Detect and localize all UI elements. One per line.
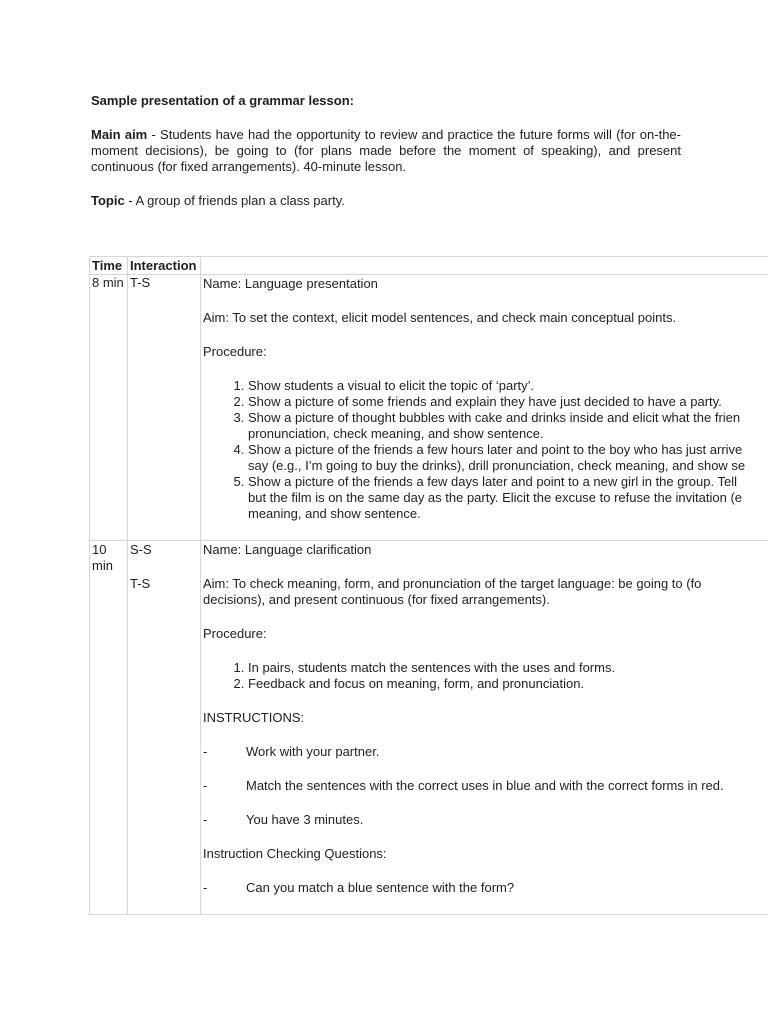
interaction-value-2: T-S [130, 576, 151, 591]
stage-name: Name: Language presentation [203, 276, 378, 291]
document-heading: Sample presentation of a grammar lesson: [91, 93, 354, 108]
time-value: 10 min [92, 542, 113, 573]
instructions-label: INSTRUCTIONS: [203, 710, 305, 725]
topic-label: Topic [91, 193, 125, 208]
interaction-value-1: S-S [130, 542, 152, 557]
list-item: 1. In pairs, students match the sentences with the uses and forms. [248, 660, 768, 676]
procedure-steps [203, 660, 768, 692]
procedure-label: Procedure: [203, 344, 267, 359]
procedure-steps [203, 378, 768, 522]
main-aim-text: - Students have had the opportunity to review and practice the future forms will (for on-the-moment decisions), be going to (for plans made before the moment of speaking), and present continuous (for fixed arrangements). 40-minute lesson. [91, 127, 681, 174]
header-time: Time [90, 257, 128, 275]
stage-aim: Aim: To set the context, elicit model sentences, and check main conceptual points. [203, 310, 677, 325]
procedure-cell [201, 541, 768, 915]
time-value: 8 min [92, 275, 124, 290]
time-cell [90, 541, 128, 915]
list-item: 5. Show a picture of the friends a few days later and point to a new girl in the group. Tell but the film is on the same day as the party. Elicit the excuse to refuse the invitation (e meaning, and show sentence. [248, 474, 768, 522]
stage-aim: Aim: To check meaning, form, and pronunciation of the target language: be going to (fo decisions), and present continuous (for fixed arrangements). [203, 576, 702, 607]
topic-text: - A group of friends plan a class party. [124, 193, 345, 208]
icq-item: - Can you match a blue sentence with the form? [203, 880, 515, 895]
procedure-cell [201, 275, 768, 541]
interaction-cell [128, 275, 201, 541]
table-header-row [90, 257, 768, 275]
table-row [90, 541, 768, 915]
list-item: 2. Feedback and focus on meaning, form, and pronunciation. [248, 676, 768, 692]
instruction-item: - Match the sentences with the correct uses in blue and with the correct forms in red. [203, 778, 724, 793]
list-item: 4. Show a picture of the friends a few hours later and point to the boy who has just arrive say (e.g., I’m going to buy the drinks), drill pronunciation, check meaning, and show se [248, 442, 768, 474]
stage-name: Name: Language clarification [203, 542, 372, 557]
main-aim-label: Main aim [91, 127, 148, 142]
lesson-plan-table [89, 256, 768, 915]
header-procedure [201, 257, 768, 275]
procedure-content [203, 541, 768, 914]
table-row [90, 275, 768, 541]
icq-label: Instruction Checking Questions: [203, 846, 387, 861]
time-cell [90, 275, 128, 541]
procedure-label: Procedure: [203, 626, 267, 641]
list-item: 2. Show a picture of some friends and explain they have just decided to have a party. [248, 394, 768, 410]
header-interaction: Interaction [128, 257, 201, 275]
instruction-item: - You have 3 minutes. [203, 812, 364, 827]
document-page [91, 93, 768, 895]
main-aim-paragraph [91, 127, 681, 175]
list-item: 1. Show students a visual to elicit the topic of ‘party’. [248, 378, 768, 394]
list-item: 3. Show a picture of thought bubbles with cake and drinks inside and elicit what the frien pronunciation, check meaning, and show sentence. [248, 410, 768, 442]
interaction-cell [128, 541, 201, 915]
topic-paragraph [91, 193, 681, 209]
interaction-value: T-S [130, 275, 151, 290]
procedure-content [203, 275, 768, 540]
instruction-item: - Work with your partner. [203, 744, 380, 759]
